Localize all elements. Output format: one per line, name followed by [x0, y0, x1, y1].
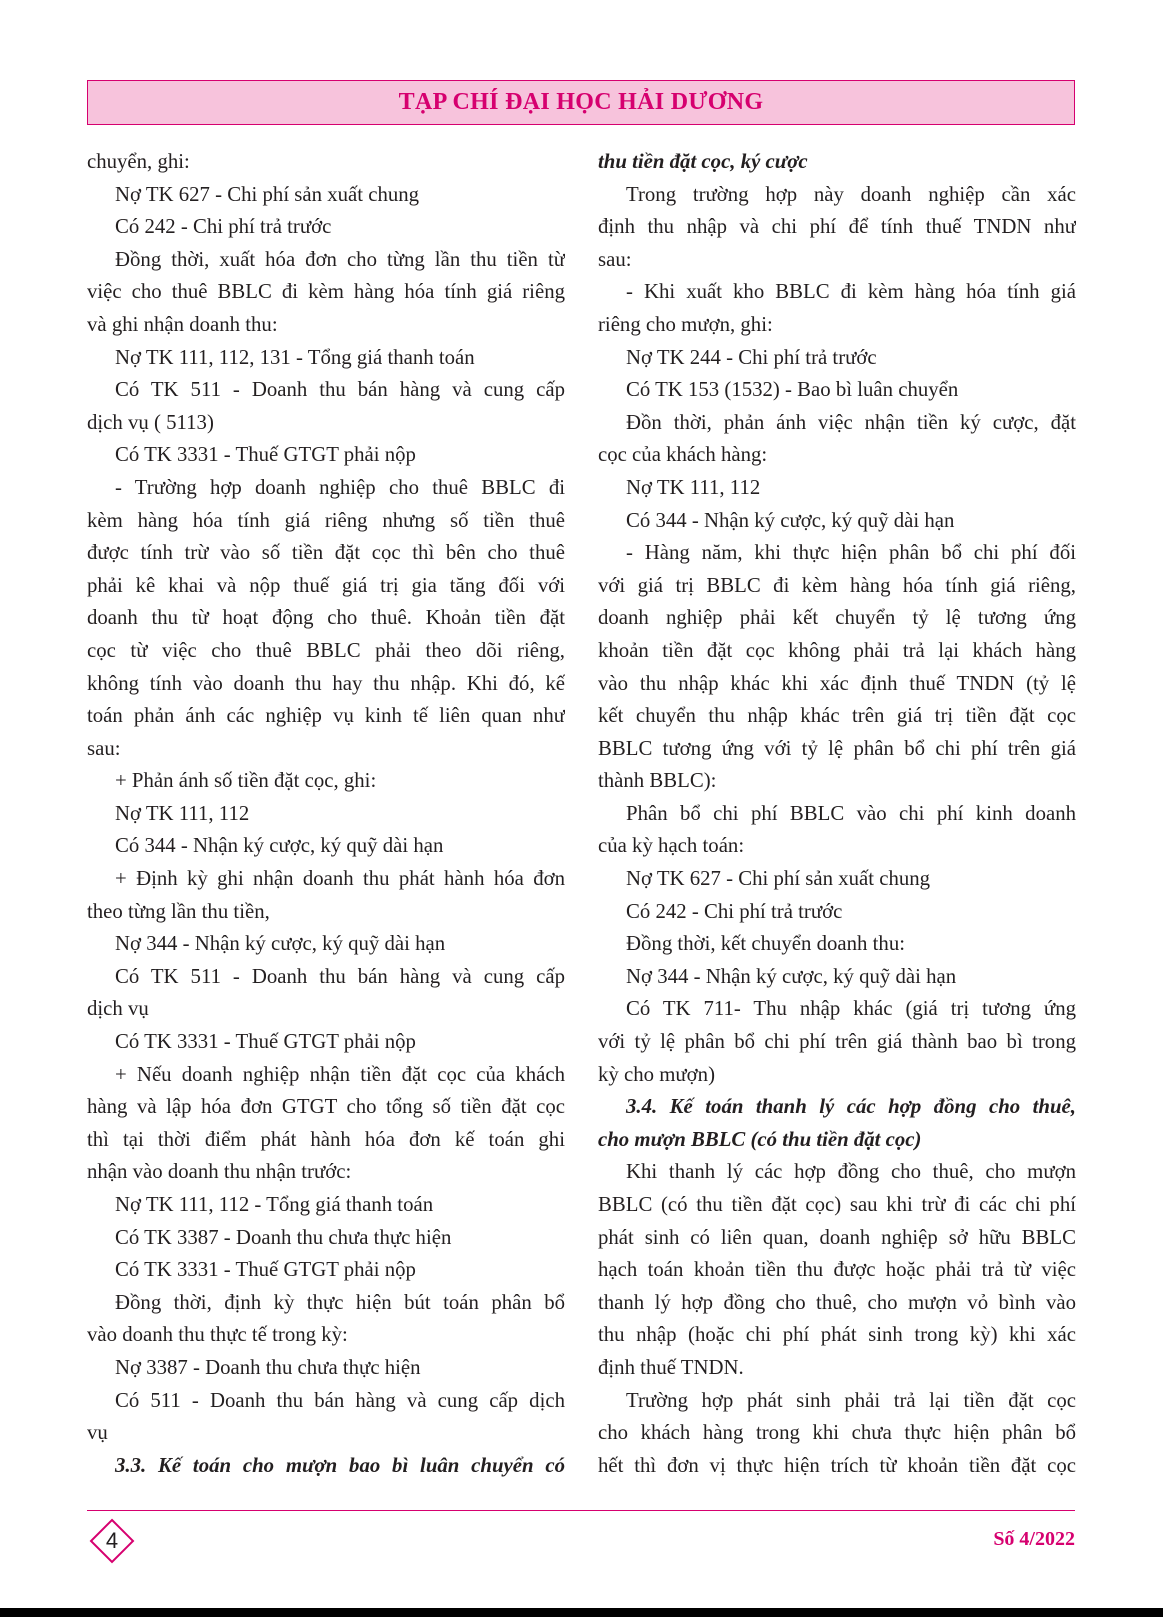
text-line: Nợ 3387 - Doanh thu chưa thực hiện [115, 1355, 421, 1379]
text-line: Đồn thời, phản ánh việc nhận tiền ký cược, đặt [626, 410, 1076, 434]
text-line: Đồng thời, định kỳ thực hiện bút toán phân bổ [115, 1290, 565, 1314]
text-line: Có TK 3331 - Thuế GTGT phải nộp [115, 1030, 416, 1054]
text-line: cho khách hàng trong khi chưa thực hiện phân bổ [598, 1421, 1076, 1445]
section-heading: 3.4. Kế toán thanh lý các hợp đồng cho thuê, [626, 1095, 1076, 1119]
text-line: định thuế TNDN. [598, 1355, 744, 1379]
text-line: cọc từ việc cho thuê BBLC phải theo dõi riêng, [87, 638, 565, 662]
text-line: hàng và lập hóa đơn GTGT cho tổng số tiền đặt cọc [87, 1095, 565, 1119]
text-line: với giá trị BBLC đi kèm hàng hóa tính giá riêng, [598, 573, 1076, 597]
section-heading: thu tiền đặt cọc, ký cược [598, 150, 808, 173]
text-line: phải kê khai và nộp thuế giá trị gia tăng đối với [87, 573, 565, 597]
text-line: Nợ 344 - Nhận ký cược, ký quỹ dài hạn [626, 964, 957, 988]
text-line: + Phản ánh số tiền đặt cọc, ghi: [115, 769, 377, 793]
text-line: Có TK 3331 - Thuế GTGT phải nộp [115, 1258, 416, 1282]
text-line: Có 242 - Chi phí trả trước [115, 215, 332, 239]
text-line: Có TK 3387 - Doanh thu chưa thực hiện [115, 1225, 452, 1249]
text-line: toán phản ánh các nghiệp vụ kinh tế liên quan như [87, 704, 565, 728]
text-line: việc cho thuê BBLC đi kèm hàng hóa tính giá riêng [87, 280, 565, 304]
text-line: Đồng thời, kết chuyển doanh thu: [626, 932, 906, 956]
right-column [598, 146, 1076, 1482]
text-line: Có 242 - Chi phí trả trước [626, 899, 843, 923]
text-line: thanh lý hợp đồng cho thuê, cho mượn vỏ bình vào [598, 1290, 1076, 1314]
text-line: kèm hàng hóa tính giá riêng nhưng số tiền thuê [87, 508, 565, 532]
text-line: được tính trừ vào số tiền đặt cọc thì bên cho thuê [87, 541, 565, 565]
text-line: riêng cho mượn, ghi: [598, 312, 773, 336]
text-line: Nợ TK 244 - Chi phí trả trước [626, 345, 877, 369]
text-line: Có TK 511 - Doanh thu bán hàng và cung cấp [115, 378, 565, 402]
footer-divider [87, 1510, 1075, 1511]
text-line: - Khi xuất kho BBLC đi kèm hàng hóa tính giá [626, 280, 1076, 304]
left-column [87, 146, 565, 1482]
text-line: Nợ TK 111, 112 [626, 475, 761, 499]
text-line: Có TK 511 - Doanh thu bán hàng và cung cấp [115, 964, 565, 988]
text-line: Có TK 3331 - Thuế GTGT phải nộp [115, 443, 416, 467]
text-line: dịch vụ ( 5113) [87, 410, 214, 434]
page-bottom-edge [0, 1608, 1163, 1617]
text-line: kỳ cho mượn) [598, 1062, 715, 1086]
journal-title: TẠP CHÍ ĐẠI HỌC HẢI DƯƠNG [398, 89, 764, 115]
text-line: - Hàng năm, khi thực hiện phân bổ chi phí đối [626, 541, 1076, 565]
text-line: sau: [598, 247, 632, 271]
text-line: Nợ TK 627 - Chi phí sản xuất chung [626, 867, 931, 891]
section-heading: 3.3. Kế toán cho mượn bao bì luân chuyển có [115, 1453, 565, 1477]
text-line: cọc của khách hàng: [598, 443, 768, 467]
text-line: + Định kỳ ghi nhận doanh thu phát hành hóa đơn [115, 867, 565, 891]
text-line: Nợ TK 111, 112, 131 - Tổng giá thanh toán [115, 345, 475, 369]
text-line: vụ [87, 1421, 108, 1445]
text-line: doanh nghiệp phải kết chuyển tỷ lệ tương ứng [598, 606, 1076, 630]
text-line: theo từng lần thu tiền, [87, 899, 270, 923]
text-line: Đồng thời, xuất hóa đơn cho từng lần thu tiền từ [115, 247, 565, 271]
text-line: + Nếu doanh nghiệp nhận tiền đặt cọc của khách [115, 1062, 565, 1086]
text-line: Khi thanh lý các hợp đồng cho thuê, cho mượn [626, 1160, 1076, 1184]
text-line: và ghi nhận doanh thu: [87, 312, 278, 336]
text-line: không tính vào doanh thu hay thu nhập. Khi đó, kế [87, 671, 565, 695]
section-heading: cho mượn BBLC (có thu tiền đặt cọc) [598, 1127, 922, 1151]
text-line: Trường hợp phát sinh phải trả lại tiền đặt cọc [626, 1388, 1076, 1412]
text-line: BBLC tương ứng với tỷ lệ phân bổ chi phí trên giá [598, 736, 1076, 760]
text-line: Nợ TK 111, 112 - Tổng giá thanh toán [115, 1193, 434, 1216]
text-line: chuyển, ghi: [87, 150, 190, 173]
text-line: Có 344 - Nhận ký cược, ký quỹ dài hạn [115, 834, 444, 858]
text-line: hạch toán khoản tiền thu được hoặc phải trả từ việc [598, 1258, 1076, 1282]
page-number: 4 [105, 1528, 119, 1553]
text-line: vào thu nhập khác khi xác định thuế TNDN (tỷ lệ [598, 671, 1076, 695]
text-line: dịch vụ [87, 997, 149, 1021]
text-line: kết chuyển thu nhập khác trên giá trị tiền đặt cọc [598, 704, 1076, 728]
journal-header-banner [87, 80, 1075, 125]
text-line: Có TK 711- Thu nhập khác (giá trị tương ứng [626, 997, 1076, 1021]
text-line: Nợ TK 111, 112 [115, 801, 250, 825]
text-line: nhận vào doanh thu nhận trước: [87, 1160, 352, 1184]
text-line: của kỳ hạch toán: [598, 834, 745, 858]
text-line: Có 344 - Nhận ký cược, ký quỹ dài hạn [626, 508, 955, 532]
text-line: với tỷ lệ phân bổ chi phí trên giá thành bao bì trong [598, 1030, 1076, 1054]
text-line: phát sinh có liên quan, doanh nghiệp sở hữu BBLC [598, 1225, 1076, 1249]
text-line: định thu nhập và chi phí để tính thuế TNDN như [598, 215, 1076, 239]
text-line: thì tại thời điểm phát hành hóa đơn kế toán ghi [87, 1127, 565, 1151]
text-line: khoản tiền đặt cọc không phải trả lại khách hàng [598, 638, 1076, 662]
text-line: sau: [87, 736, 121, 760]
issue-label: Số 4/2022 [993, 1528, 1075, 1550]
text-line: BBLC (có thu tiền đặt cọc) sau khi trừ đi các chi phí [598, 1193, 1076, 1216]
text-line: Nợ TK 627 - Chi phí sản xuất chung [115, 182, 420, 206]
text-line: doanh thu từ hoạt động cho thuê. Khoản tiền đặt [87, 606, 565, 630]
text-line: vào doanh thu thực tế trong kỳ: [87, 1323, 348, 1347]
text-line: thành BBLC): [598, 769, 717, 793]
text-line: Có 511 - Doanh thu bán hàng và cung cấp dịch [115, 1388, 565, 1412]
text-line: Có TK 153 (1532) - Bao bì luân chuyển [626, 378, 959, 402]
text-line: Phân bổ chi phí BBLC vào chi phí kinh doanh [626, 801, 1076, 825]
text-line: Trong trường hợp này doanh nghiệp cần xác [626, 182, 1076, 206]
text-line: hết thì đơn vị thực hiện trích từ khoản tiền đặt cọc [598, 1453, 1076, 1477]
text-line: thu nhập (hoặc chi phí phát sinh trong kỳ) khi xác [598, 1323, 1076, 1347]
text-line: - Trường hợp doanh nghiệp cho thuê BBLC đi [115, 475, 565, 499]
text-line: Nợ 344 - Nhận ký cược, ký quỹ dài hạn [115, 932, 446, 956]
